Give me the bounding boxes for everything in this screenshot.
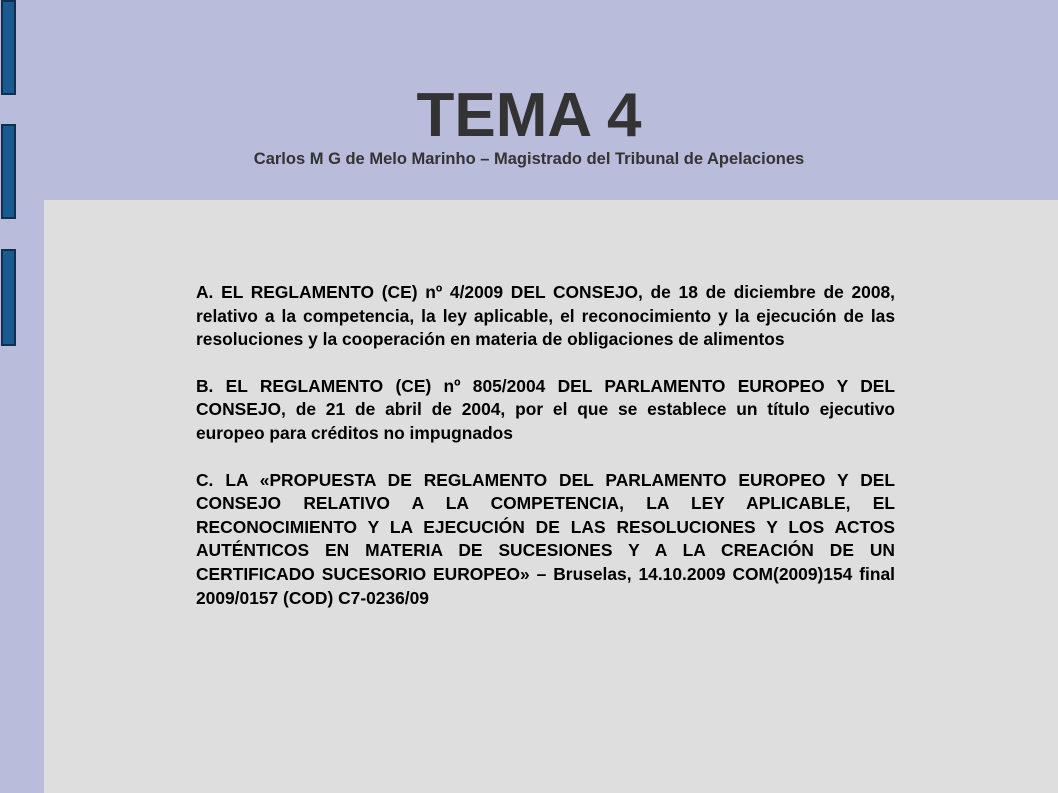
paragraph-c: C. LA «PROPUESTA DE REGLAMENTO DEL PARLAMENTO EUROPEO Y DEL CONSEJO RELATIVO A LA COMPETENCIA, LA LEY APLICABLE, EL RECONOCIMIENTO Y LA EJECUCIÓN DE LAS RESOLUCIONES Y LOS ACTOS AUTÉNTICOS EN MATERIA DE SUCESIONES Y A LA CREACIÓN DE UN CERTIFICADO SUCESORIO EUROPEO» – Bruselas, 14.10.2009 COM(2009)154 final 2009/0157 (COD) C7-0236/09 (196, 469, 895, 608)
slide-subtitle: Carlos M G de Melo Marinho – Magistrado del Tribunal de Apelaciones (253, 150, 805, 168)
paragraph-a: A. EL REGLAMENTO (CE) nº 4/2009 DEL CONSEJO, de 18 de diciembre de 2008, relativo a la competencia, la ley aplicable, el reconocimiento y la ejecución de las resoluciones y la cooperación en materia de obligaciones de alimentos (196, 282, 895, 350)
slide-title: TEMA 4 (416, 81, 642, 150)
side-tab-decoration (1, 249, 16, 346)
paragraph-b: B. EL REGLAMENTO (CE) nº 805/2004 DEL PARLAMENTO EUROPEO Y DEL CONSEJO, de 21 de abril de 2004, por el que se establece un título ejecutivo europeo para créditos no impugnados (196, 375, 895, 443)
slide-body (196, 281, 895, 633)
